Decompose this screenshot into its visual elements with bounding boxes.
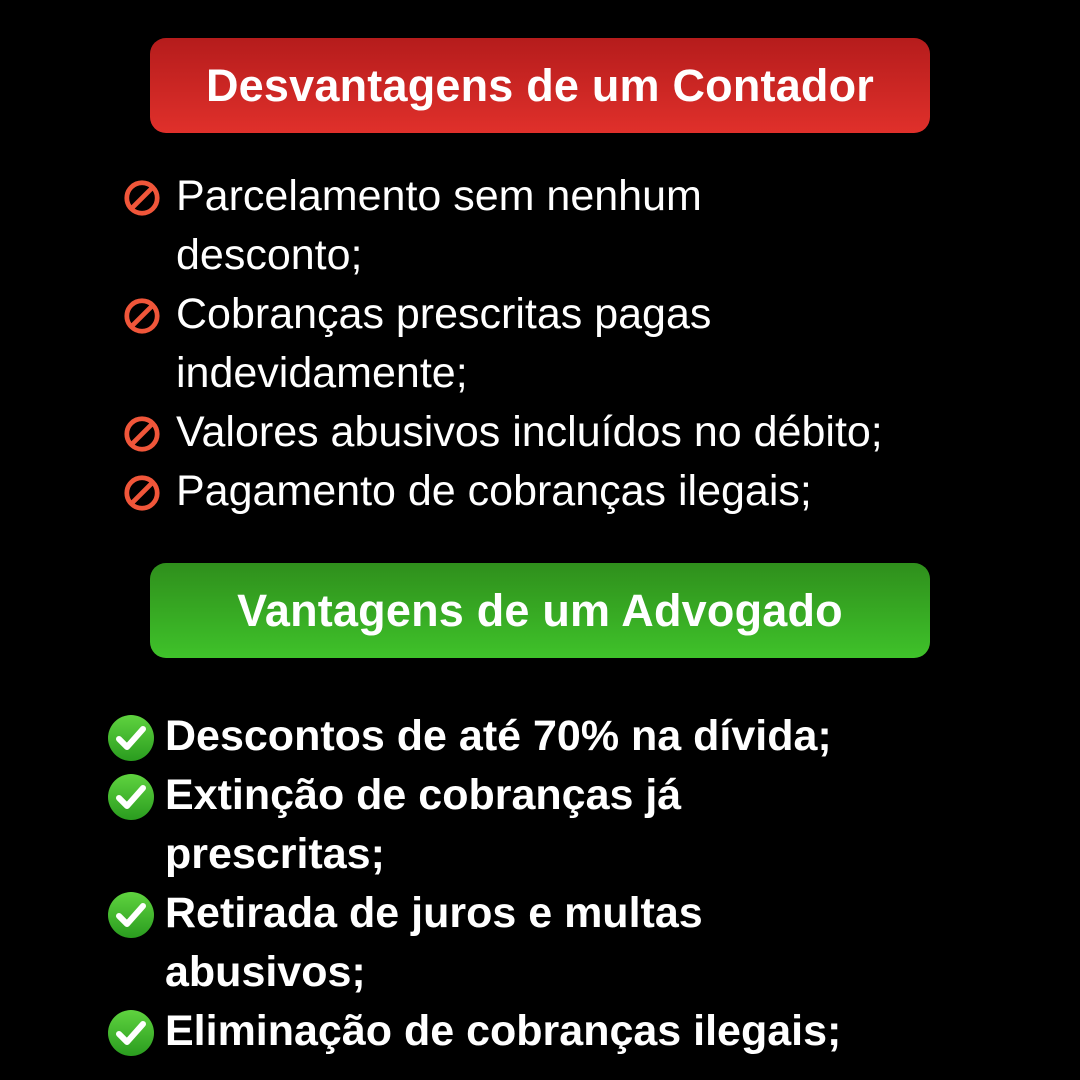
cons-item-text: Pagamento de cobranças ilegais; [176,467,812,515]
prohibited-icon [123,297,161,335]
cons-item-text: Parcelamento sem nenhum desconto; [176,172,702,279]
cons-item-text: Cobranças prescritas pagas indevidamente; [176,290,712,397]
list-item [106,707,986,766]
pros-item-text: Retirada de juros e multas abusivos; [165,889,703,996]
pros-item-text: Extinção de cobranças já prescritas; [165,771,682,878]
list-item [106,884,986,1002]
check-mark-icon [106,890,156,940]
check-mark-icon [106,1008,156,1058]
list-item [106,1002,986,1061]
pros-title: Vantagens de um Advogado [237,584,843,636]
pros-title-banner [150,563,930,658]
check-mark-icon [106,713,156,763]
list-item [106,766,986,884]
check-mark-icon [106,772,156,822]
list-item [123,462,1003,521]
list-item [123,167,1003,285]
cons-title: Desvantagens de um Contador [205,59,875,111]
cons-title-banner [150,38,930,133]
cons-item-text: Valores abusivos incluídos no débito; [176,408,883,456]
list-item [123,285,1003,403]
prohibited-icon [123,415,161,453]
pros-item-text: Descontos de até 70% na dívida; [165,712,832,760]
pros-list [106,707,986,1061]
list-item [123,403,1003,462]
pros-item-text: Eliminação de cobranças ilegais; [165,1007,842,1055]
cons-list [123,167,1003,521]
prohibited-icon [123,179,161,217]
prohibited-icon [123,474,161,512]
